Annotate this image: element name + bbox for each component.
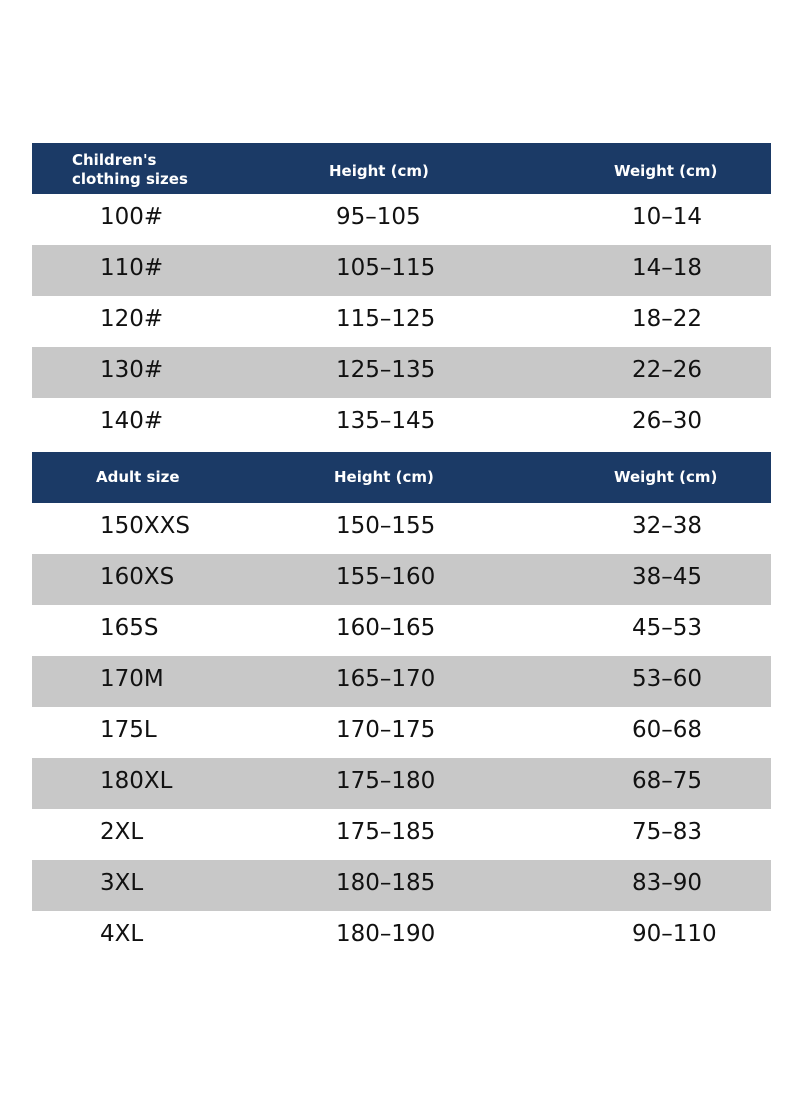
weight-cell: 75–83: [632, 819, 703, 845]
table-row: [32, 656, 771, 707]
height-cell: 125–135: [336, 357, 436, 383]
children-weight-header: Weight (cm): [614, 162, 718, 180]
adult-table-header: [32, 452, 771, 503]
height-cell: 160–165: [336, 615, 436, 641]
size-cell: 110#: [100, 255, 164, 281]
weight-cell: 32–38: [632, 513, 703, 539]
table-row: [32, 398, 771, 449]
adult-size-header: Adult size: [96, 468, 180, 486]
weight-cell: 18–22: [632, 306, 703, 332]
height-cell: 170–175: [336, 717, 436, 743]
size-cell: 150XXS: [100, 513, 191, 539]
height-cell: 115–125: [336, 306, 436, 332]
table-row: [32, 245, 771, 296]
size-cell: 170M: [100, 666, 164, 692]
size-cell: 130#: [100, 357, 164, 383]
table-row: [32, 758, 771, 809]
size-cell: 2XL: [100, 819, 144, 845]
size-cell: 4XL: [100, 921, 144, 947]
weight-cell: 83–90: [632, 870, 703, 896]
height-cell: 175–180: [336, 768, 436, 794]
height-cell: 105–115: [336, 255, 436, 281]
table-row: [32, 554, 771, 605]
table-row: [32, 860, 771, 911]
table-row: [32, 911, 771, 962]
height-cell: 175–185: [336, 819, 436, 845]
size-cell: 140#: [100, 408, 164, 434]
table-row: [32, 296, 771, 347]
height-cell: 95–105: [336, 204, 421, 230]
size-cell: 120#: [100, 306, 164, 332]
table-row: [32, 809, 771, 860]
size-cell: 100#: [100, 204, 164, 230]
height-cell: 165–170: [336, 666, 436, 692]
size-cell: 175L: [100, 717, 157, 743]
size-cell: 180XL: [100, 768, 173, 794]
weight-cell: 26–30: [632, 408, 703, 434]
height-cell: 180–185: [336, 870, 436, 896]
children-size-table: [32, 143, 771, 449]
children-table-header: [32, 143, 771, 194]
adult-weight-header: Weight (cm): [614, 468, 718, 486]
weight-cell: 14–18: [632, 255, 703, 281]
height-cell: 135–145: [336, 408, 436, 434]
height-cell: 155–160: [336, 564, 436, 590]
weight-cell: 68–75: [632, 768, 703, 794]
size-cell: 165S: [100, 615, 159, 641]
height-cell: 180–190: [336, 921, 436, 947]
weight-cell: 90–110: [632, 921, 717, 947]
height-cell: 150–155: [336, 513, 436, 539]
table-row: [32, 194, 771, 245]
weight-cell: 60–68: [632, 717, 703, 743]
size-cell: 160XS: [100, 564, 175, 590]
children-size-header: Children's clothing sizes: [72, 151, 188, 188]
table-row: [32, 503, 771, 554]
weight-cell: 22–26: [632, 357, 703, 383]
size-cell: 3XL: [100, 870, 144, 896]
table-row: [32, 707, 771, 758]
weight-cell: 10–14: [632, 204, 703, 230]
table-row: [32, 605, 771, 656]
children-height-header: Height (cm): [329, 162, 429, 180]
weight-cell: 45–53: [632, 615, 703, 641]
weight-cell: 53–60: [632, 666, 703, 692]
table-row: [32, 347, 771, 398]
adult-size-table: [32, 452, 771, 962]
weight-cell: 38–45: [632, 564, 703, 590]
adult-height-header: Height (cm): [334, 468, 434, 486]
